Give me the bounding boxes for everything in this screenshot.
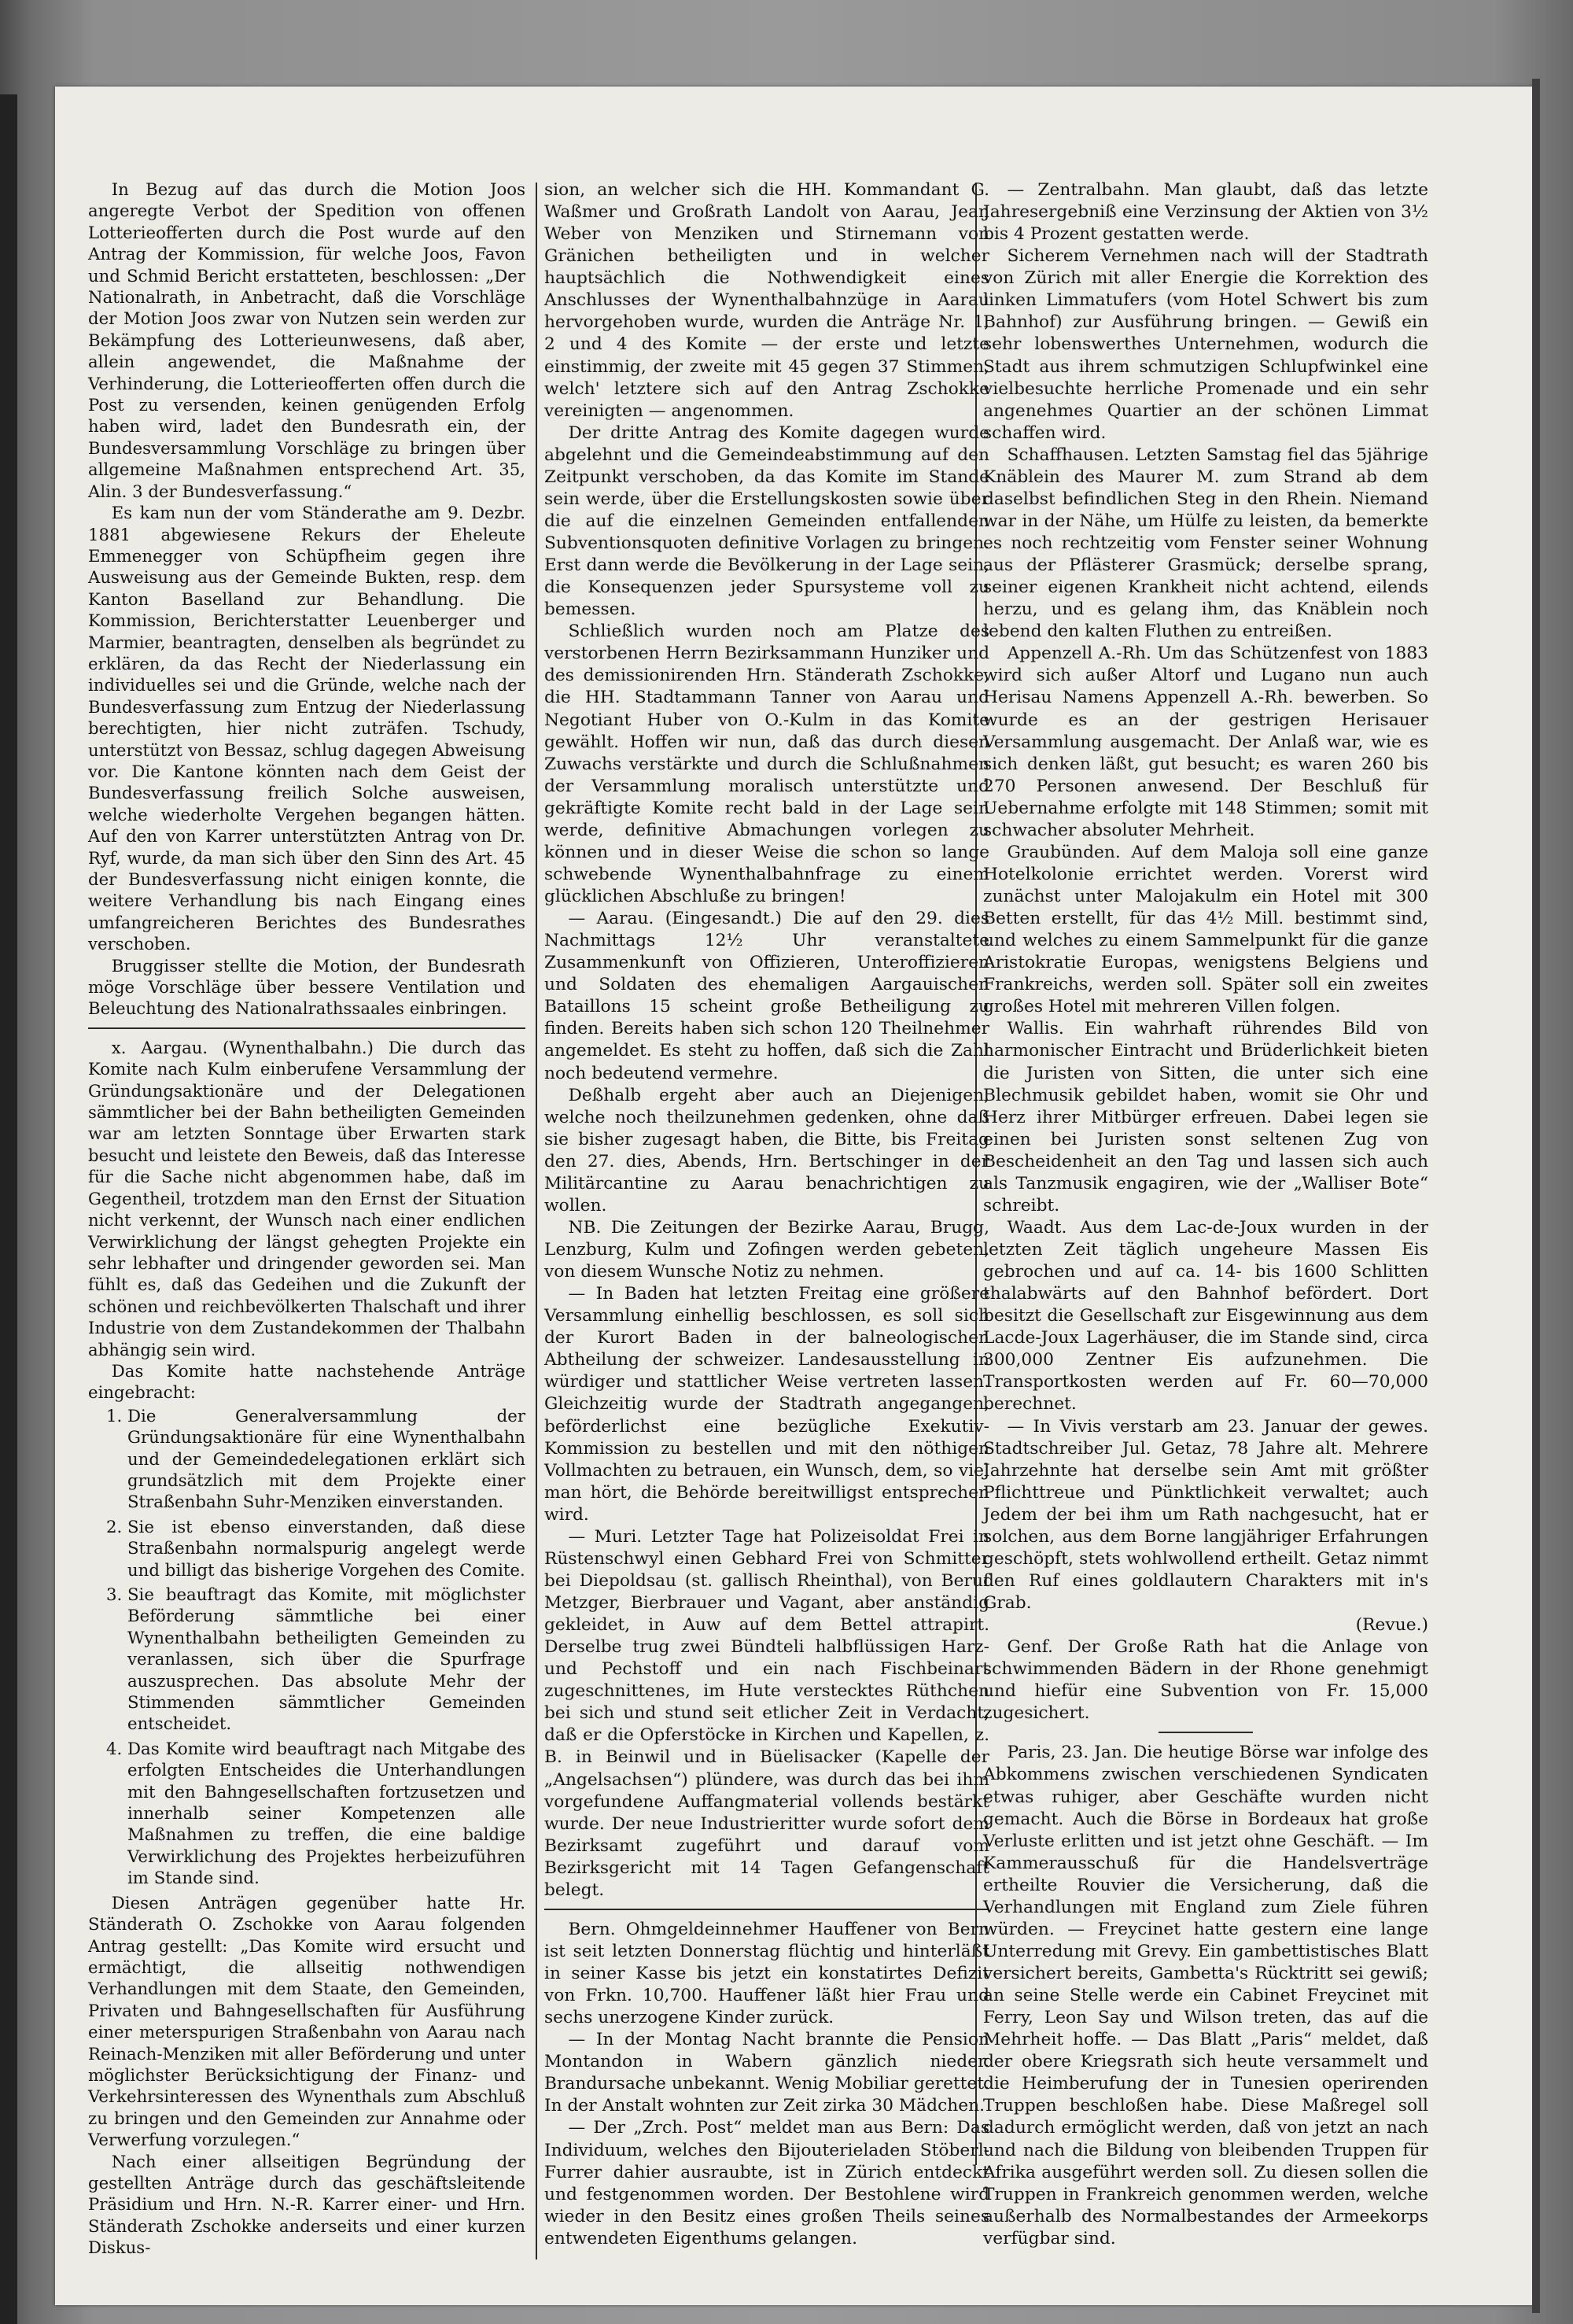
article-third-motion: Der dritte Antrag des Komite dagegen wurde abgelehnt und die Gemeindeabstimmung auf den Zeitpunkt verschoben, da das Komite im Stande sein werde, über die Erstellungskosten sowie über die auf die einzelnen Gemeinden entfallenden Subventionsquoten definitive Vorlagen zu bringen. Erst dann werde die Bevölkerung in der Lage sein, die Konsequenzen jeder Spursysteme voll zu bemessen.	[544, 422, 989, 620]
article-bern-robbery: — Der „Zrch. Post“ meldet man aus Bern: Das Individuum, welches den Bijouterieladen Stöberl-Furrer dahier ausraubte, ist in Zürich entdeckt und festgenommen worden. Der Bestohlene wird wieder in den Besitz eines großen Theils seines entwendeten Eigenthums gelangen.	[544, 2118, 989, 2248]
page-right-edge	[1532, 79, 1540, 2313]
article-discussion-continued: sion, an welcher sich die HH. Kommandant G. Waßmer und Großrath Landolt von Aarau, Jean Weber von Menziken und Stirnemann von Gränichen betheiligten und in welcher hauptsächlich die Nothwendigkeit eines Anschlusses der Wynenthalbahnzüge in Aarau hervorgehoben wurde, wurden die Anträge Nr. 1, 2 und 4 des Komite — der erste und letzte einstimmig, der zweite mit 45 gegen 37 Stimmen, welch' letztere sich auf den Antrag Zschokke vereinigten — angenommen.	[544, 180, 989, 421]
motion-item: 4. Das Komite wird beauftragt nach Mitgabe des erfolgten Entscheides die Unterhandlungen mit den Bahngesellschaften fortzusetzen und innerhalb seiner Kompetenzen alle Maßnahmen zu treffen, die eine baldige Verwirklichung des Projektes herbeizuführen im Stande sind.	[127, 1739, 525, 1890]
section-divider	[1159, 1732, 1253, 1733]
article-committee-election: Schließlich wurden noch am Platze des verstorbenen Herrn Bezirksammann Hunziker und des demissionirenden Hrn. Ständerath Zschokke, die HH. Stadtammann Tanner von Aarau und Negotiant Huber von O.-Kulm in das Komite gewählt. Hoffen wir nun, daß das durch diesen Zuwachs verstärkte und durch die Schlußnahmen der Versammlung moralisch unterstützte und gekräftigte Komite recht bald in der Lage sein werde, definitive Abmachungen vorlegen zu können und in dieser Weise die schon so lange schwebende Wynenthalbahnfrage zu einem glücklichen Abschluße zu bringen!	[544, 622, 989, 906]
motion-item: 2. Sie ist ebenso einverstanden, daß diese Straßenbahn normalspurig angelegt werde und billigt das bisherige Vorgehen des Comite.	[127, 1517, 525, 1581]
article-zentralbahn: — Zentralbahn. Man glaubt, daß das letzte Jahresergebniß eine Verzinsung der Aktien von 3½ bis 4 Prozent gestatten werde.	[983, 180, 1428, 245]
article-ventilation-motion: Bruggisser stellte die Motion, der Bundesrath möge Vorschläge über bessere Ventilation und Beleuchtung des Nationalrathssaales einbringen.	[88, 956, 525, 1020]
book-binding-edge	[0, 94, 17, 2324]
column-3	[983, 179, 1428, 2250]
article-aarau-registration: Deßhalb ergeht aber auch an Diejenigen, welche noch theilzunehmen gedenken, ohne daß sie bisher zugesagt haben, die Bitte, bis Freitag den 27. dies, Abends, Hrn. Bertschinger in der Militärcantine zu Aarau benachrichtigen zu wollen.	[544, 1085, 989, 1215]
article-appenzell-shooting-fest: Appenzell A.-Rh. Um das Schützenfest von 1883 wird sich außer Altorf und Lugano nun auch Herisau Namens Appenzell A.-Rh. bewerben. So wurde es an der gestrigen Herisauer Versammlung ausgemacht. Der Anlaß war, wie es sich denken läßt, gut besucht; es waren 260 bis 270 Personen anwesend. Der Beschluß für Uebernahme erfolgte mit 148 Stimmen; somit mit schwacher absoluter Mehrheit.	[983, 644, 1428, 840]
article-muri-arrest: — Muri. Letzter Tage hat Polizeisoldat Frei in Rüstenschwyl einen Gebhard Frei von Schmitter bei Diepoldsau (st. gallisch Rheinthal), von Beruf Metzger, Bierbrauer und Vagant, aber anständig gekleidet, in Auw auf dem Bettel attrapirt. Derselbe trug zwei Bündteli halbflüssigen Harz- und Pechstoff und ein nach Fischbeinart zugeschnittenes, im Hute verstecktes Rüthchen bei sich und stund seit etlicher Zeit in Verdacht, daß er die Opferstöcke in Kirchen und Kapellen, z. B. in Beinwil und in Büelisacker (Kapelle der „Angelsachsen“) plündere, was durch das bei ihm vorgefundene Auffangmaterial vollends bestärkt wurde. Der neue Industrieritter wurde sofort dem Bezirksamt zugeführt und darauf vom Bezirksgericht mit 14 Tagen Gefangenschaft belegt.	[544, 1526, 989, 1900]
column-1	[88, 179, 525, 2259]
article-zurich-limmat: Sicherem Vernehmen nach will der Stadtrath von Zürich mit aller Energie die Korrektion des linken Limmatufers (vom Hotel Schwert bis zum Bahnhof) zur Ausführung bringen. — Gewiß ein sehr lobenswerthes Unternehmen, wodurch die Stadt aus ihrem schmutzigen Schlupfwinkel eine vielbesuchte herrliche Promenade und ein sehr angenehmes Quartier an der schönen Limmat schaffen wird.	[983, 246, 1428, 443]
motion-item: 1. Die Generalversammlung der Gründungsaktionäre für eine Wynenthalbahn und der Gemeindedelegationen erklärt sich grundsätzlich mit dem Projekte einer Straßenbahn Suhr-Menziken einverstanden.	[127, 1406, 525, 1514]
article-bern-fire: — In der Montag Nacht brannte die Pension Montandon in Wabern gänzlich nieder. Brandursache unbekannt. Wenig Mobiliar gerettet. In der Anstalt wohnten zur Zeit zirka 30 Mädchen.	[544, 2030, 989, 2116]
article-discussion-start: Nach einer allseitigen Begründung der gestellten Anträge durch das geschäftsleitende Präsidium und Hrn. N.-R. Karrer einer- und Hrn. Ständerath Zschokke anderseits und einer kurzen Diskus-	[88, 2152, 525, 2259]
article-vivis-obituary: — In Vivis verstarb am 23. Januar der gewes. Stadtschreiber Jul. Getaz, 78 Jahre alt. Mehrere Jahrzehnte hat derselbe sein Amt mit größter Pflichttreue und Pünktlichkeit verwaltet; auch Jedem der bei ihm um Rath nachgesucht, hat er solchen, aus dem Borne langjähriger Erfahrungen geschöpft, stets wohlwollend ertheilt. Getaz nimmt den Ruf eines goldlautern Charakters mit in's Grab.	[983, 1416, 1428, 1613]
column-2	[544, 179, 989, 2250]
article-graubuenden-maloja: Graubünden. Auf dem Maloja soll eine ganze Hotelkolonie errichtet werden. Vorerst wird zunächst unter Malojakulm ein Hotel mit 300 Betten erstellt, für das 4½ Mill. bestimmt sind, und welches zu einem Sammelpunkt für die ganze Aristokratie Europas, wenigstens Belgiens und Frankreichs, werden soll. Später soll ein zweites großes Hotel mit mehreren Villen folgen.	[983, 842, 1428, 1017]
motion-item: 3. Sie beauftragt das Komite, mit möglichster Beförderung sämmtliche bei einer Wynenthalbahn betheiligten Gemeinden zu veranlassen, sich über die Spurfrage auszusprechen. Das absolute Mehr der Stimmenden sämmtlicher Gemeinden entscheidet.	[127, 1584, 525, 1736]
source-attribution: (Revue.)	[1355, 1615, 1428, 1636]
column-rule-left	[536, 183, 537, 2259]
article-emmenegger-appeal: Es kam nun der vom Ständerathe am 9. Dezbr. 1881 abgewiesene Rekurs der Eheleute Emmenegger von Schüpfheim gegen ihre Ausweisung aus der Gemeinde Bukten, resp. dem Kanton Baselland zur Behandlung. Die Kommission, Berichterstatter Leuenberger und Marmier, beantragten, denselben als begründet zu erklären, da das Recht der Niederlassung ein individuelles sei und die Gründe, welche nach der Bundesverfassung zum Entzug der Niederlassung berechtigten, hier nicht zuträfen. Tschudy, unterstützt von Bessaz, schlug dagegen Abweisung vor. Die Kantone könnten nach dem Geist der Bundesverfassung freilich Solche ausweisen, welche wiederholte Vergehen begangen hätten. Auf den von Karrer unterstützten Antrag von Dr. Ryf, wurde, da man sich über den Sinn des Art. 45 der Bundesverfassung nicht einigen konnte, die weitere Verhandlung bis nach Eingang eines umfangreicheren Berichtes des Bundesrathes verschoben.	[88, 504, 525, 955]
article-aargau-wynenthalbahn: x. Aargau. (Wynenthalbahn.) Die durch das Komite nach Kulm einberufene Versammlung der Gründungsaktionäre und der Delegationen sämmtlicher bei der Bahn betheiligten Gemeinden war am letzten Sonntage über Erwarten stark besucht und leistete den Beweis, daß das Interesse für die Sache nicht abgenommen habe, daß im Gegentheil, trotzdem man den Ernst der Situation nicht verkennt, der Wunsch nach einer endlichen Verwirklichung der längst gehegten Projekte ein sehr lebhafter und dringender geworden sei. Man fühlt es, daß das Gedeihen und die Zukunft der schönen und reichbevölkerten Thalschaft und ihrer Industrie von dem Zustandekommen der Thalbahn abhängig sein wird.	[88, 1038, 525, 1360]
article-zschokke-motion: Diesen Anträgen gegenüber hatte Hr. Ständerath O. Zschokke von Aarau folgenden Antrag gestellt: „Das Komite wird ersucht und ermächtigt, die allseitig nothwendigen Verhandlungen mit dem Staate, den Gemeinden, Privaten und Bahngesellschaften für Ausführung einer meterspurigen Straßenbahn von Aarau nach Reinach-Menziken mit aller Beförderung und unter möglichster Berücksichtigung der Finanz- und Verkehrsinteressen des Wynenthals zum Abschluß zu bringen und den Gemeinden zur Annahme oder Verwerfung vorzulegen.“	[88, 1893, 525, 2151]
section-divider	[88, 1027, 525, 1029]
committee-motions-list	[88, 1406, 525, 1890]
article-bern-deficit: Bern. Ohmgeldeinnehmer Hauffener von Bern ist seit letzten Donnerstag flüchtig und hinterläßt in seiner Kasse bis jetzt ein konstatirtes Defizit von Frkn. 10,700. Hauffener läßt hier Frau und sechs unerzogene Kinder zurück.	[544, 1919, 989, 2028]
article-schaffhausen-rescue: Schaffhausen. Letzten Samstag fiel das 5jährige Knäblein des Maurer M. zum Strand ab dem daselbst befindlichen Steg in den Rhein. Niemand war in der Nähe, um Hülfe zu leisten, da bemerkte es noch rechtzeitig vom Fenster seiner Wohnung aus der Pflästerer Grasmück; derselbe sprang, seiner eigenen Krankheit nicht achtend, eilends herzu, und es gelang ihm, das Knäblein noch lebend den kalten Fluthen zu entreißen.	[983, 445, 1428, 642]
article-aarau-reunion: — Aarau. (Eingesandt.) Die auf den 29. dies Nachmittags 12½ Uhr veranstaltete Zusammenkunft von Offizieren, Unteroffizieren und Soldaten des ehemaligen Aargauischen Bataillons 15 scheint große Betheiligung zu finden. Bereits haben sich schon 120 Theilnehmer angemeldet. Es steht zu hoffen, daß sich die Zahl noch bedeutend vermehre.	[544, 909, 989, 1083]
section-divider	[544, 1909, 989, 1910]
article-lottery-motion: In Bezug auf das durch die Motion Joos angeregte Verbot der Spedition von offenen Lotterieofferten durch die Post wurde auf den Antrag der Kommission, für welche Joos, Favon und Schmid Bericht erstatteten, beschlossen: „Der Nationalrath, in Anbetracht, daß die Vorschläge der Motion Joos zwar von Nutzen sein werden zur Bekämpfung des Lotterieunwesens, daß aber, allein angewendet, die Maßnahme der Verhinderung, die Lotterieofferten offen durch die Post zu versenden, keinen genügenden Erfolg haben wird, ladet den Bundesrath ein, der Bundesversammlung Vorschläge zu bringen über allgemeine Maßnahmen entsprechend Art. 35, Alin. 3 der Bundesverfassung.“	[88, 180, 525, 502]
article-waadt-ice: Waadt. Aus dem Lac-de-Joux wurden in der letzten Zeit täglich ungeheure Massen Eis gebrochen und auf ca. 14- bis 1600 Schlitten thalabwärts auf den Bahnhof befördert. Dort besitzt die Gesellschaft zur Eisgewinnung aus dem Lacde-Joux Lagerhäuser, die im Stande sind, circa 300,000 Zentner Eis aufzunehmen. Die Transportkosten werden auf Fr. 60—70,000 berechnet.	[983, 1217, 1428, 1415]
article-aarau-nb: NB. Die Zeitungen der Bezirke Aarau, Brugg, Lenzburg, Kulm und Zofingen werden gebeten, von diesem Wunsche Notiz zu nehmen.	[544, 1217, 989, 1282]
article-committee-intro: Das Komite hatte nachstehende Anträge eingebracht:	[88, 1361, 525, 1404]
article-baden-exhibition: — In Baden hat letzten Freitag eine größere Versammlung einhellig beschlossen, es soll sich der Kurort Baden in der balneologischen Abtheilung der schweizer. Landesausstellung in würdiger und stattlicher Weise vertreten lassen. Gleichzeitig wurde der Stadtrath angegangen, beförderlichst eine bezügliche Exekutiv-Kommission zu bestellen und mit den nöthigen Vollmachten zu betrauen, ein Wunsch, dem, so viel man hört, die Behörde bereitwilligst entsprechen wird.	[544, 1284, 989, 1525]
article-wallis-lawyers: Wallis. Ein wahrhaft rührendes Bild von harmonischer Eintracht und Brüderlichkeit bieten die Juristen von Sitten, die unter sich eine Blechmusik gebildet haben, womit sie Ohr und Herz ihrer Mitbürger erfreuen. Dabei legen sie einen bei Juristen sonst seltenen Zug von Bescheidenheit an den Tag und lassen sich auch als Tanzmusik engagiren, wie der „Walliser Bote“ schreibt.	[983, 1019, 1428, 1215]
article-paris-news: Paris, 23. Jan. Die heutige Börse war infolge des Abkommens zwischen verschiedenen Syndicaten etwas ruhiger, aber Geschäfte wurden nicht gemacht. Auch die Börse in Bordeaux hat große Verluste erlitten und ist jetzt ohne Geschäft. — Im Kammerausschuß für die Handelsverträge ertheilte Rouvier die Versicherung, daß die Verhandlungen mit England zum Ziele führen würden. — Freycinet hatte gestern eine lange Unterredung mit Grevy. Ein gambettistisches Blatt versichert bereits, Gambetta's Rücktritt sei gewiß; an seine Stelle werde ein Cabinet Freycinet mit Ferry, Leon Say und Wilson treten, das auf die Mehrheit hoffe. — Das Blatt „Paris“ meldet, daß der obere Kriegsrath sich heute versammelt und die Heimberufung der in Tunesien operirenden Truppen beschloßen habe. Diese Maßregel soll dadurch ermöglicht werden, daß von jetzt an nach und nach die Bildung von bleibenden Truppen für Afrika ausgeführt werden soll. Zu diesen sollen die Truppen in Frankreich genommen werden, welche außerhalb des Normalbestandes der Armeekorps verfügbar sind.	[983, 1743, 1428, 2248]
article-geneva-baths: Genf. Der Große Rath hat die Anlage von schwimmenden Bädern in der Rhone genehmigt und hiefür eine Subvention von Fr. 15,000 zugesichert.	[983, 1637, 1428, 1724]
